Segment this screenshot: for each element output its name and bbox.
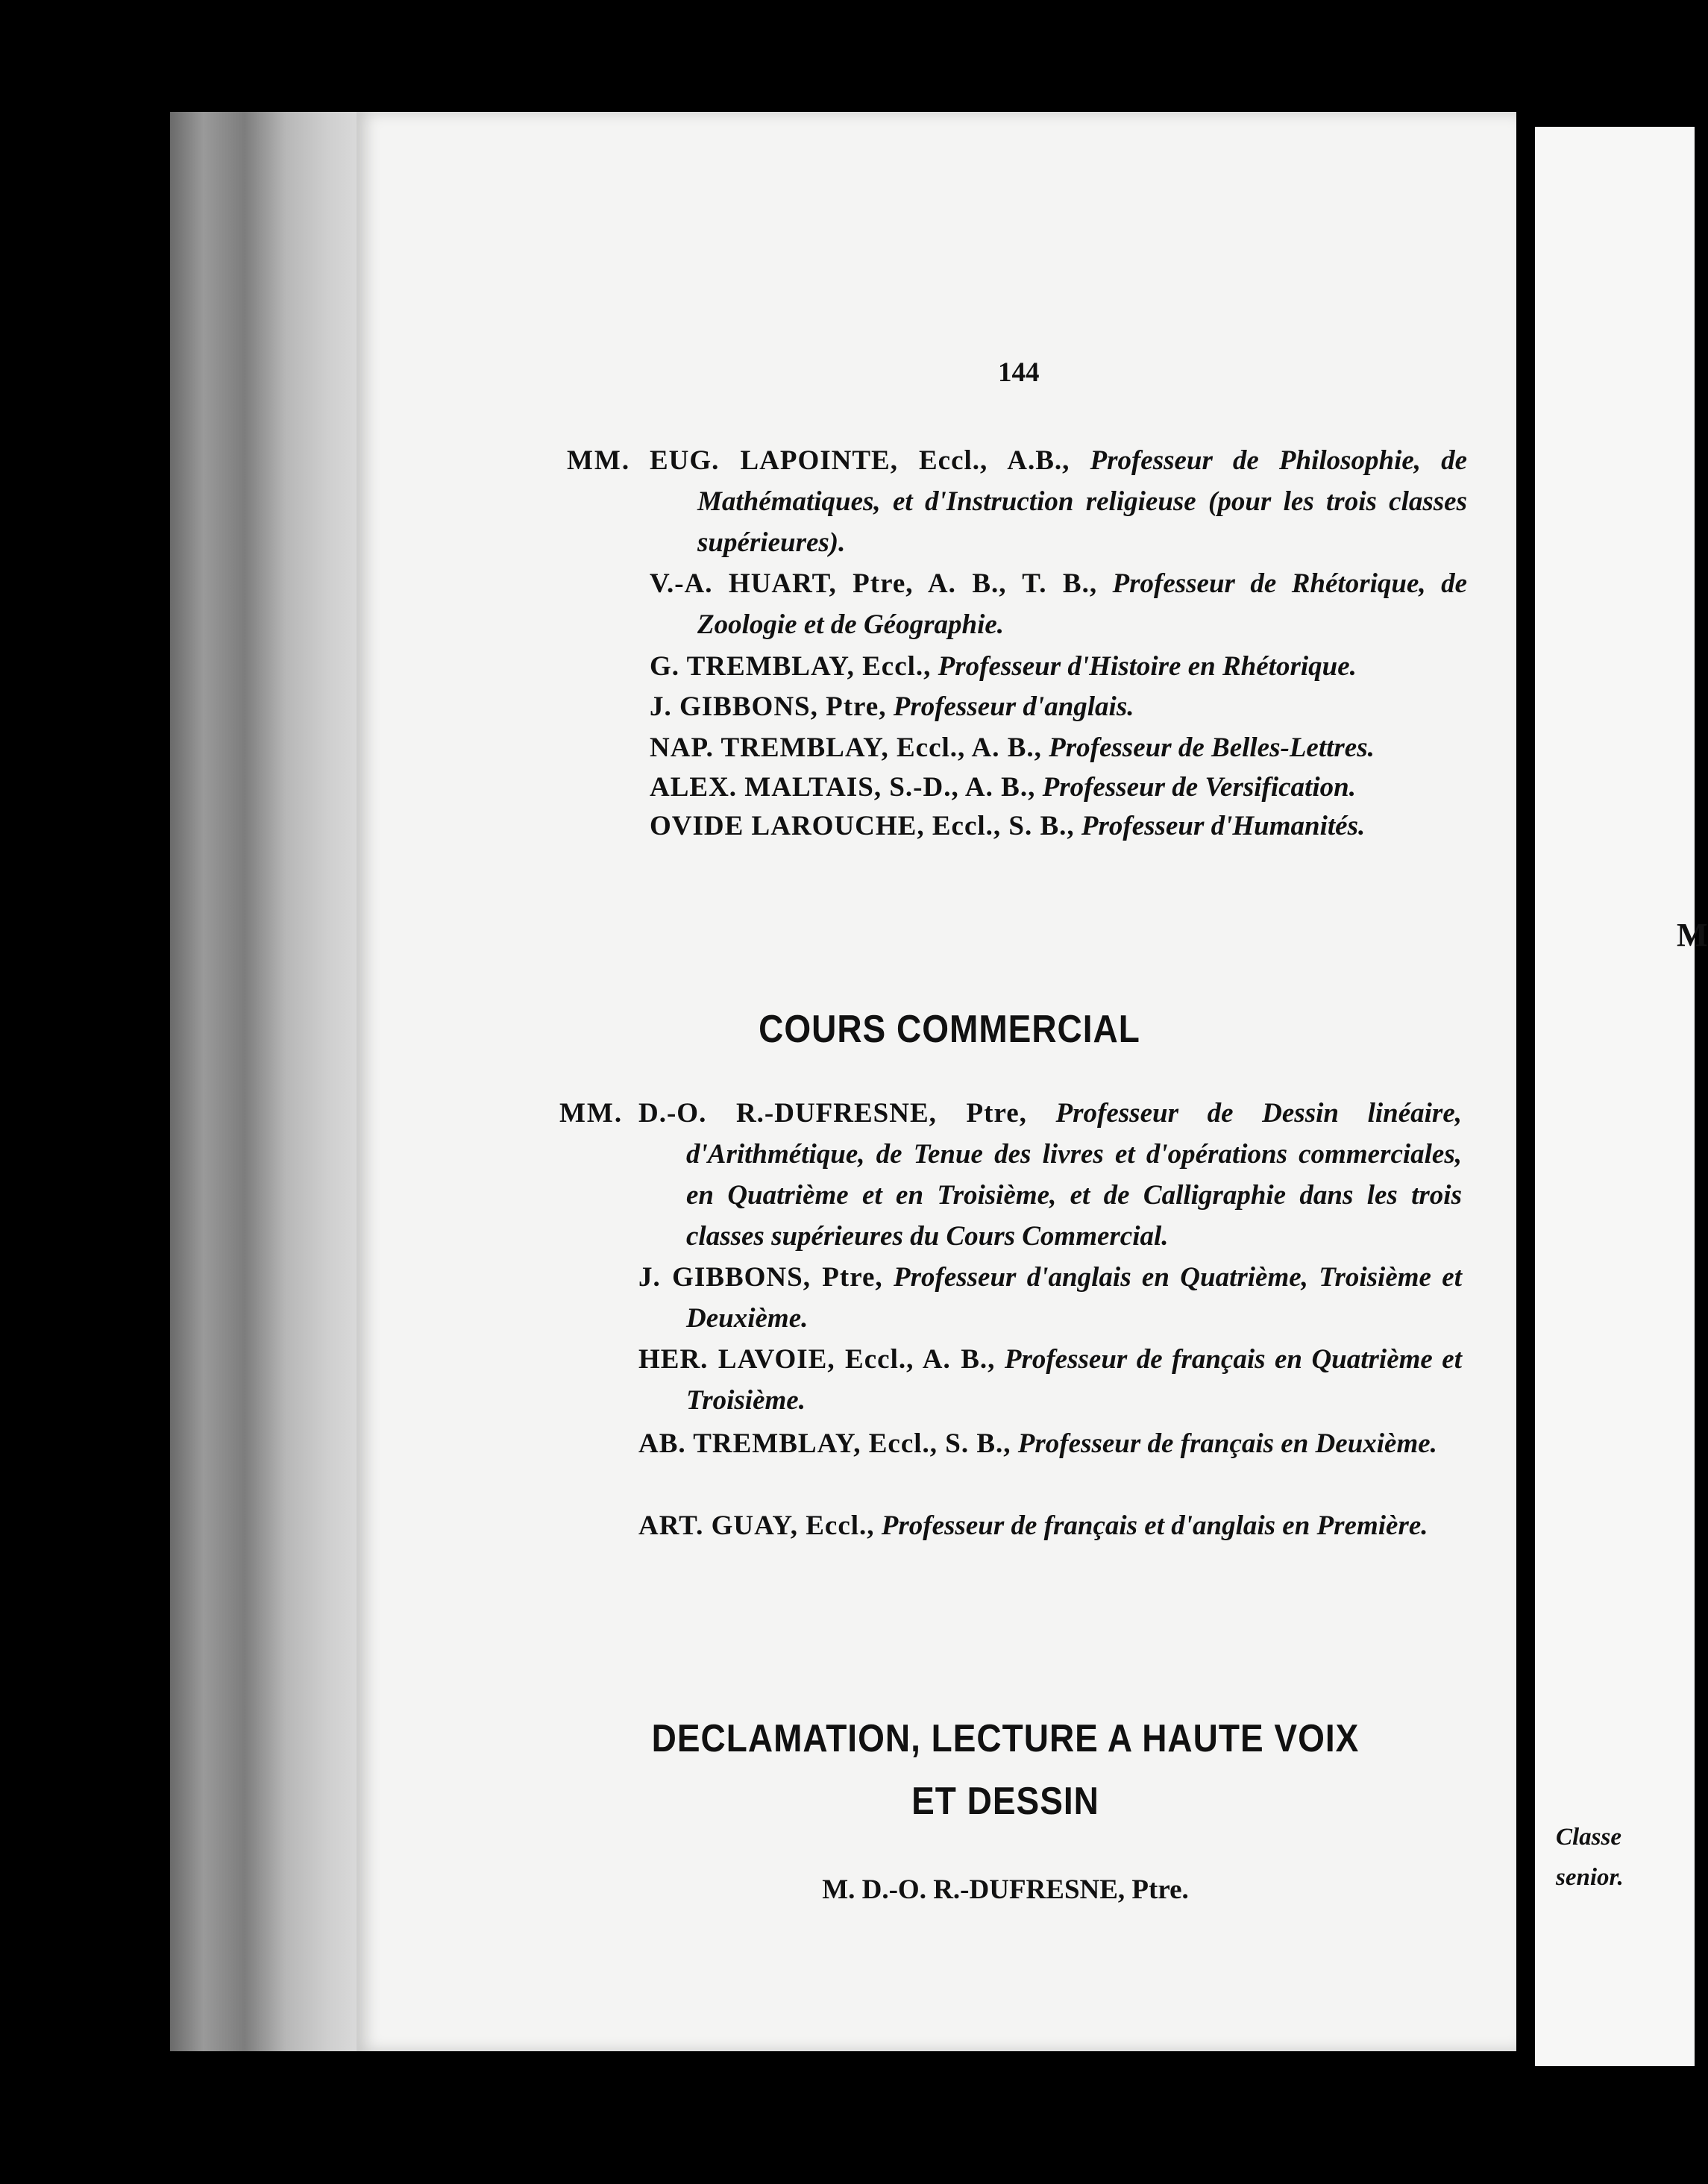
commercial-entry-text: [638, 1257, 1462, 1339]
commercial-title: Professeur d'anglais en Quatrième, Troisième et Deuxième.: [686, 1262, 1462, 1334]
commercial-entry-text: [638, 1423, 1462, 1464]
section-heading-declamation-line2: ET DESSIN: [911, 1778, 1099, 1823]
faculty-title: Professeur d'Humanités.: [1081, 811, 1366, 841]
faculty-name: V.-A. HUART, Ptre, A. B., T. B.,: [650, 568, 1098, 599]
commercial-prefix: MM.: [559, 1098, 624, 1129]
commercial-entry-text: [638, 1339, 1462, 1421]
faculty-name: OVIDE LAROUCHE, Eccl., S. B.,: [650, 811, 1075, 841]
faculty-name: EUG. LAPOINTE, Eccl., A.B.,: [650, 445, 1070, 476]
commercial-entry-text: [638, 1505, 1462, 1546]
faculty-title: Professeur de Belles-Lettres.: [1049, 732, 1375, 763]
page-number: 144: [998, 357, 1040, 388]
commercial-title: Professeur de français et d'anglais en Première.: [881, 1510, 1428, 1541]
commercial-name: AB. TREMBLAY, Eccl., S. B.,: [638, 1428, 1011, 1459]
faculty-name: G. TREMBLAY, Eccl.,: [650, 651, 932, 682]
section-heading-declamation: DECLAMATION, LECTURE A HAUTE VOIX: [651, 1716, 1360, 1760]
faculty-title: Professeur d'Histoire en Rhétorique.: [938, 651, 1357, 682]
facing-page-note: Classe senior.: [1556, 1824, 1624, 1891]
faculty-title: Professeur d'anglais.: [893, 691, 1134, 722]
facing-page-letter: M: [1677, 917, 1708, 953]
commercial-title: Professeur de français en Deuxième.: [1017, 1428, 1437, 1459]
faculty-name: ALEX. MALTAIS, S.-D., A. B.,: [650, 772, 1036, 803]
faculty-name: J. GIBBONS, Ptre,: [650, 691, 887, 722]
commercial-name: J. GIBBONS, Ptre,: [638, 1262, 883, 1293]
faculty-title: Professeur de Versification.: [1042, 772, 1356, 803]
faculty-title: Professeur de Rhétorique, de Zoologie et de Géographie.: [697, 568, 1467, 640]
faculty-title: Professeur de Philosophie, de Mathématiques, et d'Instruction religieuse (pour les trois classes supérieures).: [697, 445, 1468, 558]
section-heading-commercial: COURS COMMERCIAL: [759, 1006, 1140, 1051]
faculty-prefix: MM.: [567, 445, 631, 476]
commercial-title: Professeur de Dessin linéaire, d'Arithmétique, de Tenue des livres et d'opérations commerciales, en Quatrième et en Troisième, et de Calligraphie dans les trois classes supérieures du Cours Commercial.: [686, 1098, 1462, 1252]
commercial-title: Professeur de français en Quatrième et Troisième.: [686, 1344, 1462, 1416]
commercial-name: D.-O. R.-DUFRESNE, Ptre,: [638, 1098, 1027, 1129]
faculty-name: NAP. TREMBLAY, Eccl., A. B.,: [650, 732, 1042, 763]
declamation-teacher: M. D.-O. R.-DUFRESNE, Ptre.: [822, 1874, 1189, 1905]
commercial-entry-text: [638, 1093, 1462, 1257]
commercial-name: ART. GUAY, Eccl.,: [638, 1510, 875, 1541]
commercial-name: HER. LAVOIE, Eccl., A. B.,: [638, 1344, 996, 1375]
